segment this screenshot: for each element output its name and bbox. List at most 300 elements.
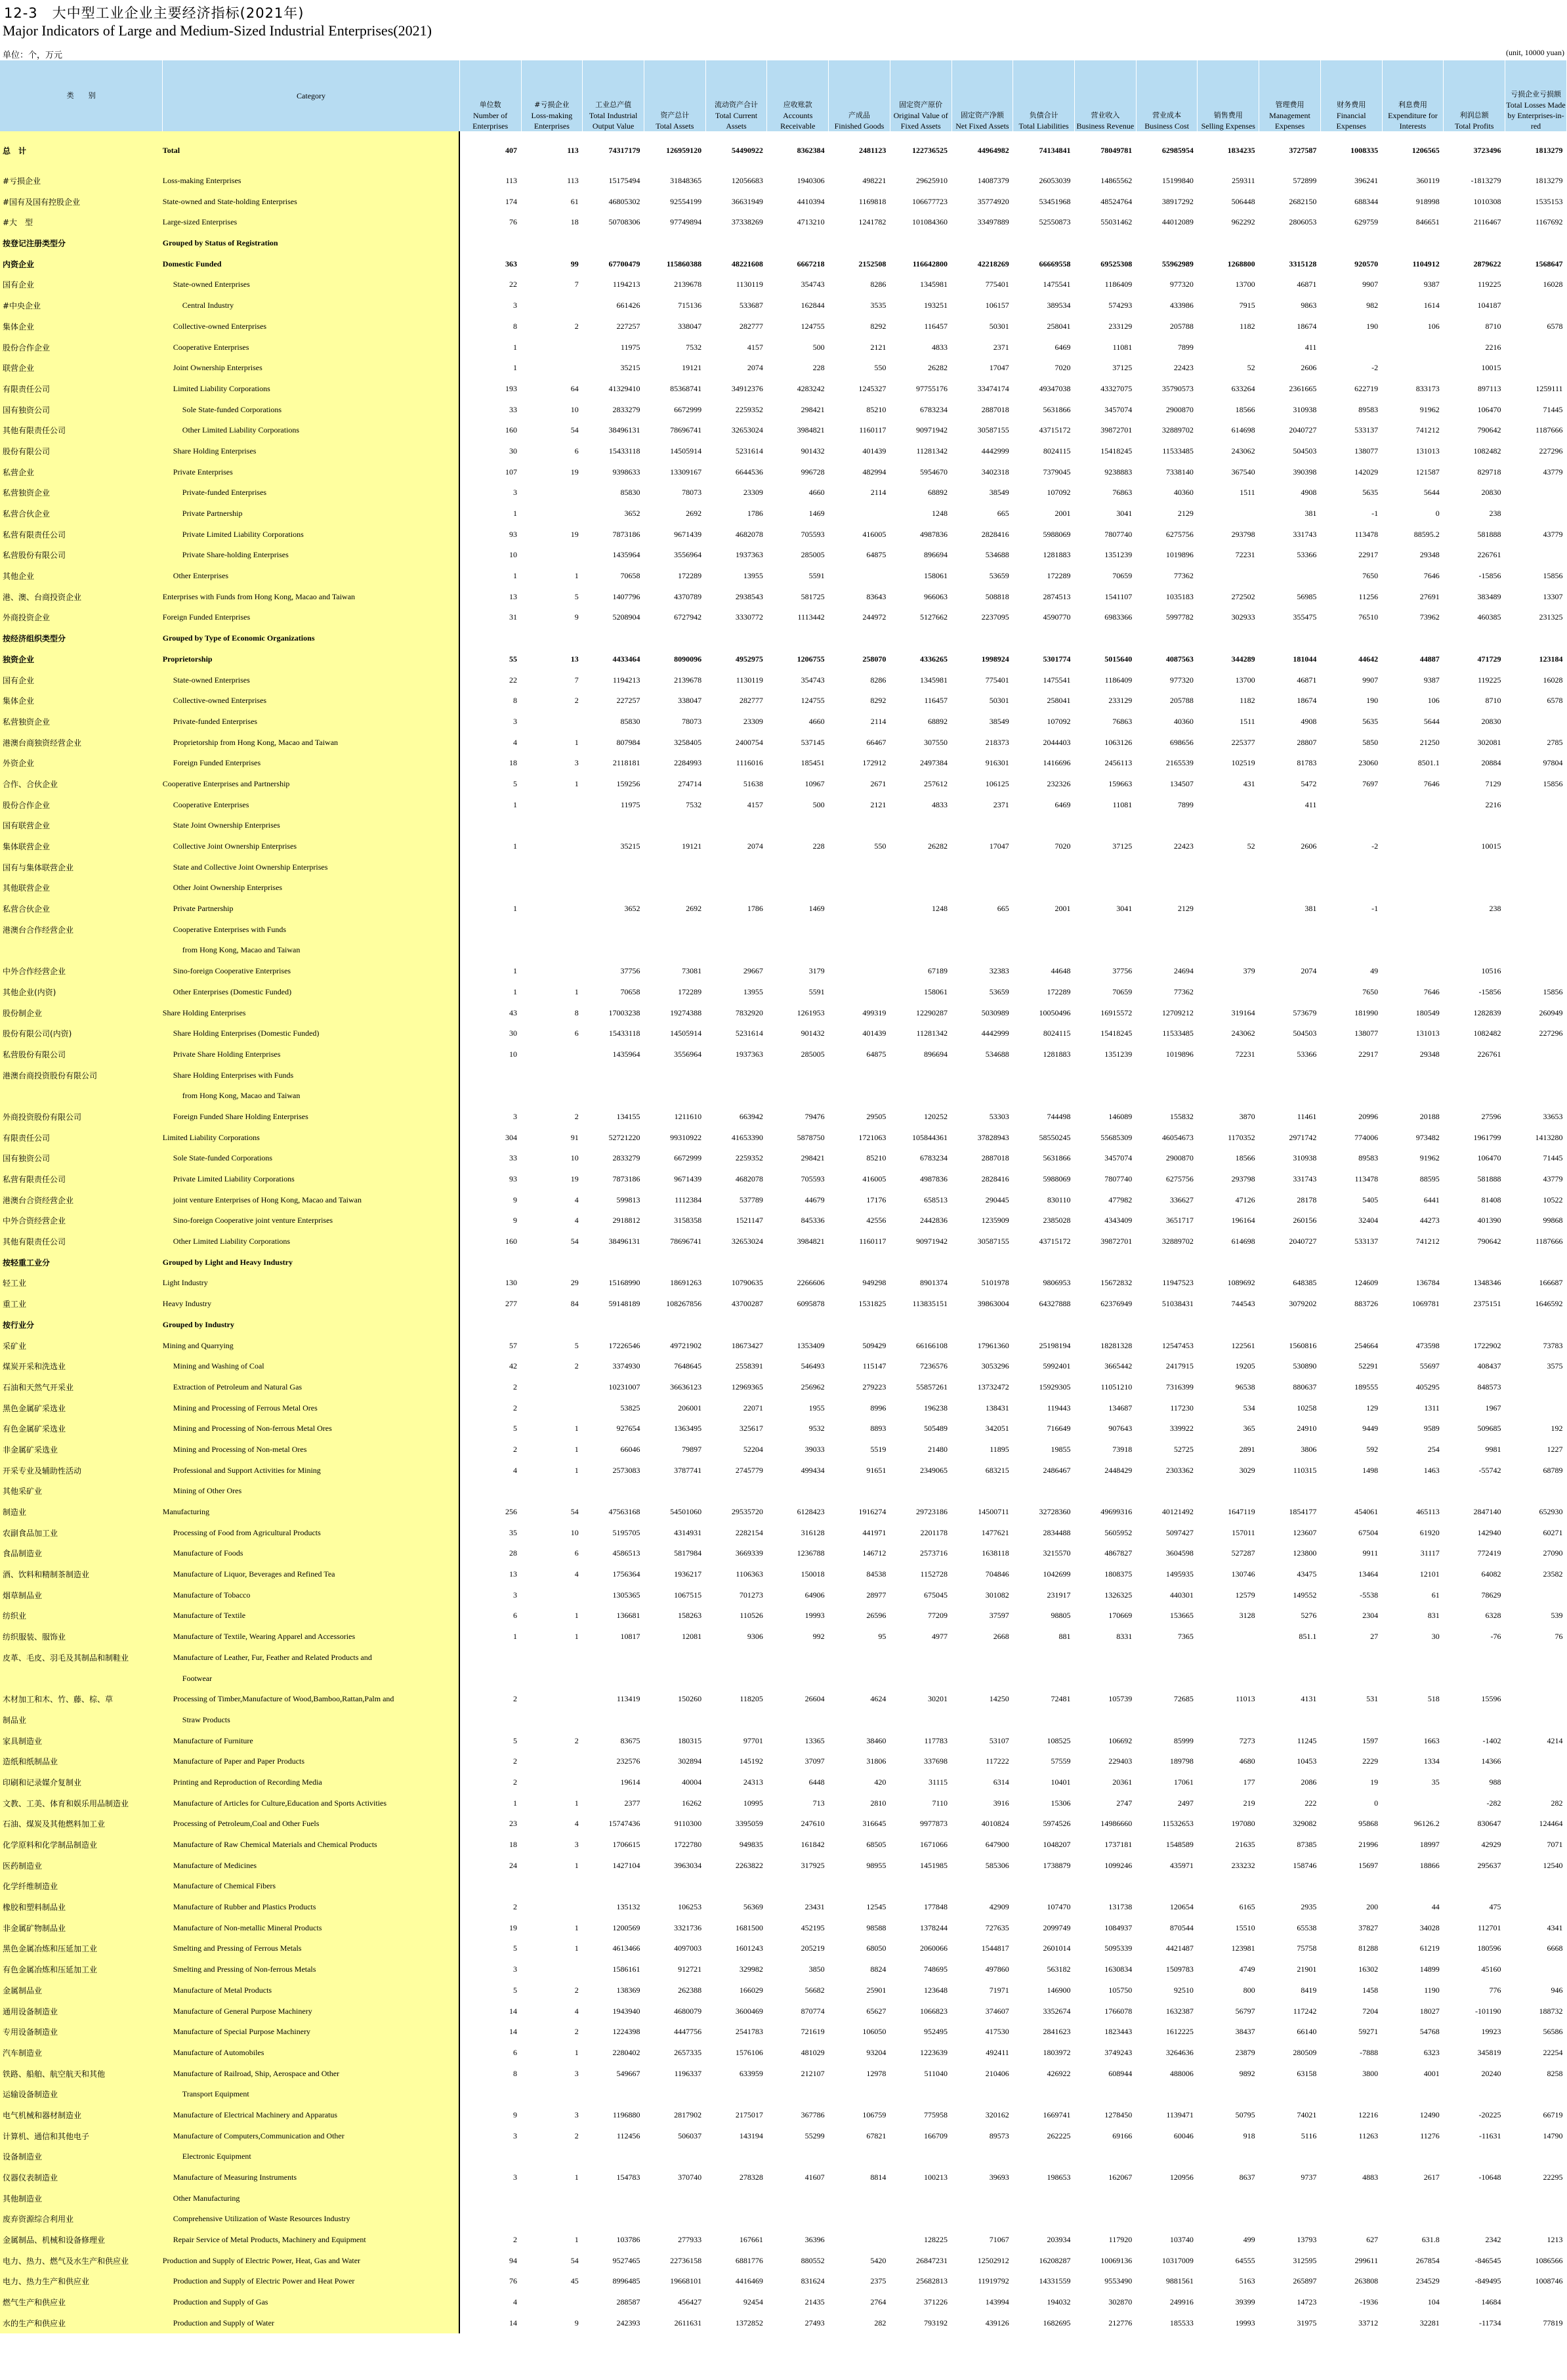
table-row [0,2271,1567,2292]
table-row [0,2105,1567,2126]
value-cell: 8090096 [674,654,702,664]
value-cell: 4977 [932,1632,948,1642]
value-cell: 205788 [1169,696,1194,706]
value-cell: 2847140 [1473,1507,1501,1517]
row-label-cn: 国有独资公司 [0,399,163,420]
value-cell [705,2084,767,2105]
row-label-cn: 电力、热力生产和供应业 [0,2271,163,2292]
value-cell: 70658 [620,571,640,581]
value-cell [583,2209,644,2230]
row-label-cn: 按行业分 [0,1315,163,1336]
value-cell: 396241 [1354,176,1379,186]
value-cell: 16208287 [1039,2255,1071,2265]
value-cell [521,233,583,254]
value-cell: 299611 [1354,2255,1379,2265]
value-cell [951,2084,1013,2105]
value-cell: 254 [1427,1444,1440,1454]
value-cell: 2342 [1485,2235,1501,2245]
value-cell: 28977 [866,1590,887,1600]
value-cell: 161842 [801,1840,825,1850]
value-cell [583,878,644,899]
value-cell [521,857,583,878]
value-cell: 32404 [1358,1216,1379,1225]
value-cell: 316128 [801,1527,825,1537]
row-label-cn: 纺织业 [0,1605,163,1626]
value-cell: 6983366 [1104,612,1133,622]
value-cell: 1630834 [1104,1965,1133,1974]
value-cell: 1451985 [920,1860,948,1870]
value-cell: 2606 [1301,363,1317,373]
value-cell [521,1751,583,1772]
row-label-cn: 其他有限责任公司 [0,1231,163,1252]
value-cell [1013,2084,1075,2105]
row-label-en: joint venture Enterprises of Hong Kong, Macao and Taiwan [163,1189,460,1210]
value-cell: 37828943 [977,1132,1009,1142]
row-label-cn: 计算机、通信和其他电子 [0,2125,163,2146]
value-cell [521,1397,583,1418]
row-label-en: Printing and Reproduction of Recording Media [163,1772,460,1793]
value-cell: 45 [570,2276,579,2286]
header-row [0,60,1567,131]
value-cell: 6578 [1547,321,1563,331]
value-cell: 2 [513,1694,518,1704]
value-cell: 7807740 [1104,1174,1133,1184]
value-cell: 55962989 [1161,259,1194,268]
value-cell: 50708306 [608,217,640,227]
value-cell: 1200569 [612,1923,640,1932]
value-cell: 2601014 [1043,1944,1071,1953]
value-cell: 1 [513,342,518,352]
value-cell [1505,1065,1567,1086]
value-cell [521,1647,583,1668]
value-cell [521,1315,583,1336]
value-cell [583,1481,644,1502]
row-label-cn: 开采专业及辅助性活动 [0,1460,163,1481]
value-cell: 3158358 [674,1216,702,1225]
table-row [0,1086,1567,1107]
value-cell [1013,1481,1075,1502]
value-cell [459,857,521,878]
value-cell: 5 [513,1424,518,1434]
value-cell: 3395059 [735,1819,763,1829]
value-cell: 36631949 [731,196,763,206]
value-cell: 3079202 [1289,1299,1317,1309]
column-header-cn: 利息费用 [1398,100,1427,109]
value-cell: 2481123 [858,146,887,156]
value-cell: 807984 [616,737,640,747]
spacer-cell [1320,131,1382,140]
value-cell: 18673427 [731,1340,763,1350]
value-cell: 28178 [1297,1195,1317,1204]
value-cell [951,857,1013,878]
value-cell: -11734 [1478,2318,1501,2327]
value-cell: 112456 [616,2131,640,2140]
value-cell: 12547453 [1161,1340,1194,1350]
value-cell: 49699316 [1100,1507,1133,1517]
value-cell [890,2209,951,2230]
value-cell [1505,337,1567,358]
value-cell [1444,1315,1505,1336]
value-cell: 43 [509,1008,518,1017]
value-cell: 1261953 [797,1008,825,1017]
spacer-cell [1136,131,1198,140]
value-cell: 10015 [1481,363,1501,373]
value-cell: 2834488 [1043,1527,1071,1537]
spacer-cell [1382,161,1444,171]
value-cell: 96126.2 [1413,1819,1440,1829]
value-cell: 8901374 [920,1278,948,1288]
value-cell [1382,1793,1444,1814]
value-cell: 222 [1305,1798,1317,1808]
value-cell: 138077 [1354,446,1379,456]
value-cell [1505,1668,1567,1689]
value-cell [1320,940,1382,961]
value-cell: 688344 [1354,196,1379,206]
row-label-cn: 私营独资企业 [0,712,163,733]
row-label-en: Production and Supply of Water [163,2313,460,2334]
value-cell: 550 [874,363,887,373]
value-cell: 46054673 [1161,1132,1194,1142]
value-cell [521,1876,583,1897]
value-cell: 1187666 [1535,425,1563,435]
value-cell: 53659 [989,987,1009,996]
table-row [0,1169,1567,1190]
value-cell: 1069781 [1411,1299,1440,1309]
value-cell: 21901 [1297,1965,1317,1974]
value-cell: 10453 [1297,1756,1317,1766]
value-cell: 14500711 [978,1507,1009,1517]
value-cell [1505,940,1567,961]
value-cell: 113835151 [912,1299,948,1309]
spacer-cell [829,161,890,171]
row-label-en: Manufacture of Raw Chemical Materials and Chemical Products [163,1835,460,1856]
value-cell: 411 [1305,342,1317,352]
row-label-cn: 印刷和记录媒介复制业 [0,1772,163,1793]
table-row [0,815,1567,836]
value-cell [829,2188,890,2209]
value-cell [1259,919,1321,940]
value-cell: 28 [509,1548,518,1558]
value-cell: 1647119 [1228,1507,1255,1517]
value-cell: 2785 [1547,737,1563,747]
value-cell: 9532 [808,1424,825,1434]
value-cell: 912721 [678,1965,702,1974]
value-cell: 18866 [1419,1860,1440,1870]
table-row [0,1397,1567,1418]
row-label-cn: 化学纤维制造业 [0,1876,163,1897]
value-cell: 83675 [620,1735,640,1745]
value-cell: 13700 [1235,675,1255,685]
value-cell [521,295,583,316]
value-cell: 614698 [1231,1237,1255,1246]
value-cell: 16915572 [1100,1008,1133,1017]
table-row [0,2001,1567,2022]
value-cell [1320,2188,1382,2209]
value-cell: 20240 [1481,2068,1501,2078]
value-cell [1074,1668,1136,1689]
value-cell [644,1086,705,1107]
value-cell: 2139678 [674,280,702,289]
value-cell: 117920 [1108,2235,1133,2245]
value-cell [521,1897,583,1918]
value-cell [705,628,767,649]
value-cell: 1854177 [1289,1507,1317,1517]
value-cell: 599813 [616,1195,640,1204]
row-label-en: Grouped by Status of Registration [163,233,460,254]
value-cell [767,1647,829,1668]
value-cell [1013,2209,1075,2230]
value-cell: 508818 [985,591,1009,601]
value-cell: 9449 [1362,1424,1379,1434]
value-cell: 5 [513,1944,518,1953]
value-cell: 22 [509,280,518,289]
value-cell [521,1959,583,1980]
value-cell: 3258405 [674,737,702,747]
value-cell: 6328 [1485,1611,1501,1621]
column-header-cn: 利润总额 [1459,111,1489,119]
value-cell: 1413280 [1535,1132,1563,1142]
value-cell: 982 [1366,301,1379,310]
value-cell: 1182 [1240,696,1255,706]
spacer-cell [705,161,767,171]
value-cell [1505,1710,1567,1731]
value-cell: 124464 [1539,1819,1563,1829]
value-cell: 3 [513,716,518,726]
row-label-cn: 其他企业 [0,566,163,587]
value-cell: 31115 [928,1777,948,1787]
value-cell: 6672999 [674,404,702,414]
value-cell: 355475 [1293,612,1317,622]
value-cell: 12216 [1358,2110,1379,2119]
value-cell: 1378244 [920,1923,948,1932]
value-cell: 219 [1243,1798,1255,1808]
value-cell: 2152508 [858,259,887,268]
row-label-cn: 家具制造业 [0,1730,163,1751]
row-label-en: State-owned Enterprises [163,669,460,691]
value-cell [459,878,521,899]
row-label-cn: 黑色金属矿采选业 [0,1397,163,1418]
value-cell: 134687 [1108,1403,1133,1413]
value-cell: 38496131 [608,425,640,435]
value-cell [1013,857,1075,878]
value-cell: 4682078 [735,529,763,539]
column-header-en: Business Revenue [1076,121,1135,131]
value-cell: 55857261 [916,1382,948,1392]
value-cell: 500 [812,799,825,809]
value-cell: 622719 [1354,383,1379,393]
value-cell: 98588 [866,1923,887,1932]
value-cell: 60271 [1543,1527,1563,1537]
row-label-cn: 私营股份有限公司 [0,1044,163,1065]
value-cell [1074,1252,1136,1273]
value-cell [583,857,644,878]
value-cell: 106125 [985,778,1009,788]
value-cell: 262388 [678,1985,702,1995]
value-cell [644,1252,705,1273]
value-cell [459,2146,521,2167]
value-cell: 1 [513,509,518,519]
value-cell: 2400754 [735,737,763,747]
value-cell [1259,815,1321,836]
row-label-en: from Hong Kong, Macao and Taiwan [163,1086,460,1107]
value-cell: 280509 [1293,2047,1317,2057]
value-cell: 106253 [678,1902,702,1912]
value-cell: 1803972 [1043,2047,1071,2057]
value-cell [1198,2084,1259,2105]
value-cell: 56797 [1235,2006,1255,2016]
value-cell: 12056683 [731,176,763,186]
value-cell: 6275756 [1165,529,1194,539]
row-label-cn: 国有与集体联营企业 [0,857,163,878]
value-cell: 3179 [808,966,825,976]
value-cell: 33 [509,404,518,414]
value-cell [521,1689,583,1710]
value-cell: 4097003 [674,1944,702,1953]
row-label-cn: 专用设备制造业 [0,2022,163,2043]
row-label-en: Other Manufacturing [163,2188,460,2209]
value-cell: 2497384 [920,758,948,768]
value-cell [521,940,583,961]
row-label-cn: 国有企业 [0,669,163,691]
value-cell: 1509783 [1165,1965,1194,1974]
value-cell: 2001 [1055,904,1071,914]
value-cell: 10258 [1297,1403,1317,1413]
spacer-cell [1013,161,1075,171]
value-cell [1013,1876,1075,1897]
value-cell: 32889702 [1161,425,1194,435]
value-cell: 55031462 [1100,217,1133,227]
value-cell: 1 [574,2235,579,2245]
value-cell: 106 [1427,696,1440,706]
value-cell: 901432 [801,1029,825,1038]
value-cell: 5 [513,1735,518,1745]
value-cell: 95868 [1358,1819,1379,1829]
value-cell: 5127662 [920,612,948,622]
column-header [1382,60,1444,131]
value-cell: 258070 [862,654,887,664]
value-cell: 2175017 [735,2110,763,2119]
table-row [0,2084,1567,2105]
value-cell: 73918 [1112,1444,1133,1454]
value-cell: 5644 [1423,488,1440,498]
value-cell: 1194213 [612,280,640,289]
value-cell: 123184 [1539,654,1563,664]
value-cell: 1681500 [735,1923,763,1932]
value-cell [459,1481,521,1502]
value-cell: 23060 [1358,758,1379,768]
value-cell: 845336 [801,1216,825,1225]
value-cell: 4586513 [612,1548,640,1558]
value-cell: 29625910 [916,176,948,186]
value-cell: 181990 [1354,1008,1379,1017]
value-cell [1382,961,1444,982]
value-cell: 1186409 [1104,675,1133,685]
value-cell: 4 [513,737,518,747]
value-cell: 11263 [1358,2131,1379,2140]
table-row [0,1959,1567,1980]
value-cell: 13 [509,1569,518,1579]
value-cell: 3963034 [674,1860,702,1870]
row-label-en: Limited Liability Corporations [163,1127,460,1148]
value-cell [1444,628,1505,649]
value-cell: 4087563 [1165,654,1194,664]
value-cell [1259,1710,1321,1731]
spacer-cell [1198,131,1259,140]
value-cell: 830647 [1477,1819,1501,1829]
table-row [0,753,1567,774]
value-cell: 1955 [808,1403,825,1413]
value-cell: 7316399 [1165,1382,1194,1392]
value-cell: 533137 [1354,1237,1379,1246]
value-cell [1136,1481,1198,1502]
value-cell [951,2209,1013,2230]
value-cell: 84538 [866,1569,887,1579]
value-cell: 279223 [862,1382,887,1392]
table-row [0,1481,1567,1502]
value-cell: 22736158 [670,2255,702,2265]
value-cell: 7650 [1362,571,1379,581]
value-cell: 2 [574,1361,579,1371]
value-cell: 54 [570,425,579,435]
value-cell: 71445 [1543,1153,1563,1163]
value-cell [767,1876,829,1897]
value-cell: 55299 [804,2131,825,2140]
value-cell: 7 [574,280,579,289]
value-cell: 128225 [924,2235,948,2245]
value-cell [890,815,951,836]
value-cell: 1961799 [1473,1132,1501,1142]
value-cell: 162067 [1108,2173,1133,2182]
value-cell: 66140 [1297,2027,1317,2037]
value-cell: 265897 [1293,2276,1317,2286]
value-cell: 5095339 [1104,1944,1133,1953]
column-header-en: Business Cost [1144,121,1189,131]
value-cell: 3 [513,301,518,310]
value-cell: 29505 [866,1111,887,1121]
value-cell: 2 [513,1777,518,1787]
row-label-en: Joint Ownership Enterprises [163,358,460,379]
row-label-en: Comprehensive Utilization of Waste Resources Industry [163,2209,460,2230]
value-cell: 2 [513,1403,518,1413]
value-cell: 2371 [993,342,1009,352]
value-cell: 1663 [1423,1735,1440,1745]
value-cell: 13464 [1358,1569,1379,1579]
value-cell: 24910 [1297,1424,1317,1434]
value-cell: 3800 [1362,2068,1379,2078]
value-cell: 2558391 [735,1361,763,1371]
value-cell: 12969365 [731,1382,763,1392]
row-label-en: Collective-owned Enterprises [163,316,460,337]
value-cell: 20830 [1481,716,1501,726]
value-cell [705,1481,767,1502]
row-label-en: Foreign Funded Enterprises [163,607,460,628]
value-cell [890,2146,951,2167]
table-row [0,1189,1567,1210]
row-label-cn: 其他制造业 [0,2188,163,2209]
value-cell: 39693 [989,2173,1009,2182]
value-cell: 1211610 [674,1111,702,1121]
value-cell: 5276 [1301,1611,1317,1621]
value-cell: 6095878 [797,1299,825,1309]
value-cell: 4343409 [1104,1216,1133,1225]
row-label-cn: 制品业 [0,1710,163,1731]
value-cell [1198,899,1259,920]
value-cell: 6469 [1055,799,1071,809]
value-cell [1259,1065,1321,1086]
value-cell: 1 [574,1444,579,1454]
value-cell [1198,1626,1259,1647]
value-cell: 46871 [1297,675,1317,685]
